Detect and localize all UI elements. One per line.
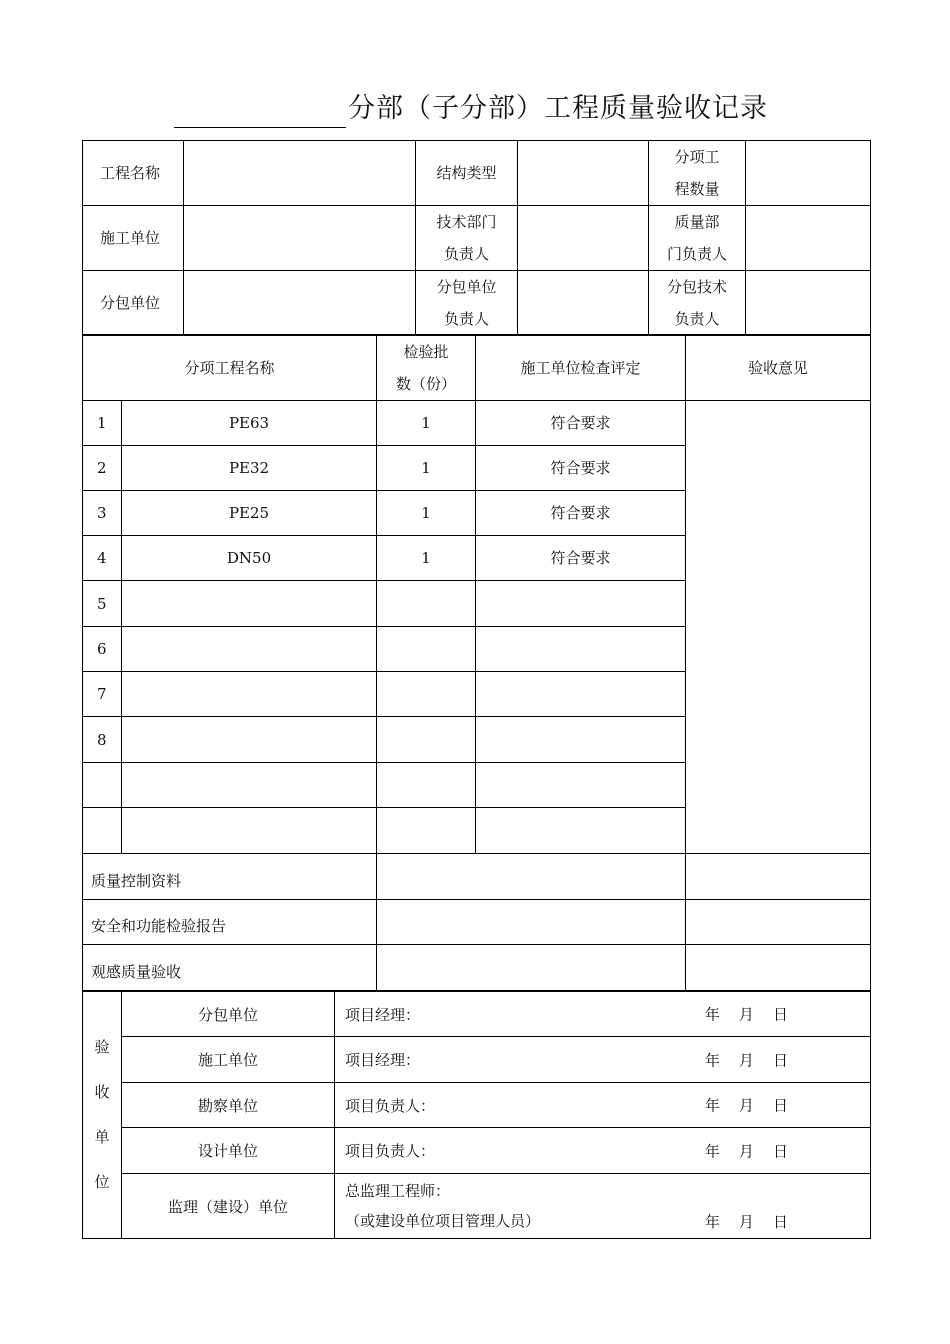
self-check-result[interactable]: 符合要求 xyxy=(476,491,686,536)
quality-control-docs-label: 质量控制资料 xyxy=(83,854,377,900)
quality-control-docs-opinion[interactable] xyxy=(686,854,871,900)
batch-count[interactable] xyxy=(377,672,476,717)
sign-date: 年 月 日 xyxy=(704,1096,788,1115)
title-blank-line xyxy=(174,127,346,128)
structure-type-field[interactable] xyxy=(518,141,649,206)
self-check-result[interactable]: 符合要求 xyxy=(476,401,686,446)
row-number xyxy=(83,808,122,854)
subitem-count-field[interactable] xyxy=(746,141,871,206)
sign-date: 年 月 日 xyxy=(704,1213,788,1231)
construction-unit-field[interactable] xyxy=(184,206,416,271)
survey-signature-field[interactable]: 项目负责人： 年 月 日 xyxy=(335,1083,871,1128)
construction-unit-name: 施工单位 xyxy=(122,1037,335,1083)
subcontract-signature-field[interactable]: 项目经理： 年 月 日 xyxy=(335,992,871,1037)
quality-head-label: 质量部 门负责人 xyxy=(649,206,746,271)
acceptance-signature-table xyxy=(82,991,871,1239)
row-number: 1 xyxy=(83,401,122,446)
chief-supervisor-label: 总监理工程师： xyxy=(345,1182,451,1200)
supervision-signature-field[interactable] xyxy=(335,1174,871,1239)
row-number: 4 xyxy=(83,536,122,581)
self-check-result[interactable] xyxy=(476,581,686,627)
row-number: 3 xyxy=(83,491,122,536)
project-name-field[interactable] xyxy=(184,141,416,206)
batch-count[interactable] xyxy=(377,808,476,854)
supervision-unit-name: 监理（建设）单位 xyxy=(122,1174,335,1239)
structure-type-label: 结构类型 xyxy=(416,141,518,206)
sign-date: 年 月 日 xyxy=(704,1142,788,1160)
row-number xyxy=(83,763,122,808)
subitem-count-label: 分项工 程数量 xyxy=(649,141,746,206)
subcontract-unit-name: 分包单位 xyxy=(122,992,335,1037)
tech-head-field[interactable] xyxy=(518,206,649,271)
subitem-name[interactable]: PE25 xyxy=(122,491,377,536)
subitem-name[interactable] xyxy=(122,808,377,854)
construction-unit-label: 施工单位 xyxy=(83,206,184,271)
subitem-name[interactable]: DN50 xyxy=(122,536,377,581)
sign-date: 年 月 日 xyxy=(704,1005,788,1024)
project-name-label: 工程名称 xyxy=(83,141,184,206)
batch-count[interactable]: 1 xyxy=(377,536,476,581)
subitem-name[interactable]: PE63 xyxy=(122,401,377,446)
survey-unit-name: 勘察单位 xyxy=(122,1083,335,1128)
col-header-self-check: 施工单位检查评定 xyxy=(476,335,686,401)
subcontract-unit-label: 分包单位 xyxy=(83,271,184,336)
row-number: 8 xyxy=(83,717,122,763)
self-check-result[interactable] xyxy=(476,627,686,672)
page-title: 分部（子分部）工程质量验收记录 xyxy=(348,93,768,124)
subcontract-unit-field[interactable] xyxy=(184,271,416,336)
quality-control-docs-check[interactable] xyxy=(377,854,686,900)
subcontract-head-field[interactable] xyxy=(518,271,649,336)
subitem-name[interactable] xyxy=(122,763,377,808)
acceptance-units-group-label: 验 收 单 位 xyxy=(83,992,122,1239)
self-check-result[interactable]: 符合要求 xyxy=(476,536,686,581)
batch-count[interactable] xyxy=(377,581,476,627)
tech-head-label: 技术部门 负责人 xyxy=(416,206,518,271)
acceptance-opinion-field[interactable] xyxy=(686,401,871,854)
self-check-result[interactable] xyxy=(476,672,686,717)
batch-count[interactable] xyxy=(377,717,476,763)
batch-count[interactable]: 1 xyxy=(377,401,476,446)
subcontract-head-label: 分包单位 负责人 xyxy=(416,271,518,336)
self-check-result[interactable]: 符合要求 xyxy=(476,446,686,491)
col-header-opinion: 验收意见 xyxy=(686,335,871,401)
construction-signature-field[interactable]: 项目经理： 年 月 日 xyxy=(335,1037,871,1083)
appearance-quality-opinion[interactable] xyxy=(686,945,871,991)
col-header-batches: 检验批 数（份） xyxy=(377,335,476,401)
appearance-quality-label: 观感质量验收 xyxy=(83,945,377,991)
safety-function-report-opinion[interactable] xyxy=(686,900,871,945)
owner-manager-label: （或建设单位项目管理人员） xyxy=(345,1212,541,1230)
row-number: 2 xyxy=(83,446,122,491)
project-info-table xyxy=(82,140,871,336)
safety-function-report-label: 安全和功能检验报告 xyxy=(83,900,377,945)
row-number: 7 xyxy=(83,672,122,717)
self-check-result[interactable] xyxy=(476,763,686,808)
subitem-name[interactable] xyxy=(122,672,377,717)
batch-count[interactable] xyxy=(377,627,476,672)
batch-count[interactable]: 1 xyxy=(377,446,476,491)
design-signature-field[interactable]: 项目负责人： 年 月 日 xyxy=(335,1128,871,1174)
subitem-name[interactable]: PE32 xyxy=(122,446,377,491)
quality-head-field[interactable] xyxy=(746,206,871,271)
subcontract-tech-label: 分包技术 负责人 xyxy=(649,271,746,336)
subitem-table xyxy=(82,334,871,991)
self-check-result[interactable] xyxy=(476,808,686,854)
row-number: 5 xyxy=(83,581,122,627)
batch-count[interactable] xyxy=(377,763,476,808)
batch-count[interactable]: 1 xyxy=(377,491,476,536)
subitem-name[interactable] xyxy=(122,627,377,672)
self-check-result[interactable] xyxy=(476,717,686,763)
appearance-quality-check[interactable] xyxy=(377,945,686,991)
col-header-name: 分项工程名称 xyxy=(83,335,377,401)
sign-date: 年 月 日 xyxy=(704,1051,788,1069)
subitem-name[interactable] xyxy=(122,717,377,763)
subitem-name[interactable] xyxy=(122,581,377,627)
subcontract-tech-field[interactable] xyxy=(746,271,871,336)
design-unit-name: 设计单位 xyxy=(122,1128,335,1174)
row-number: 6 xyxy=(83,627,122,672)
safety-function-report-check[interactable] xyxy=(377,900,686,945)
